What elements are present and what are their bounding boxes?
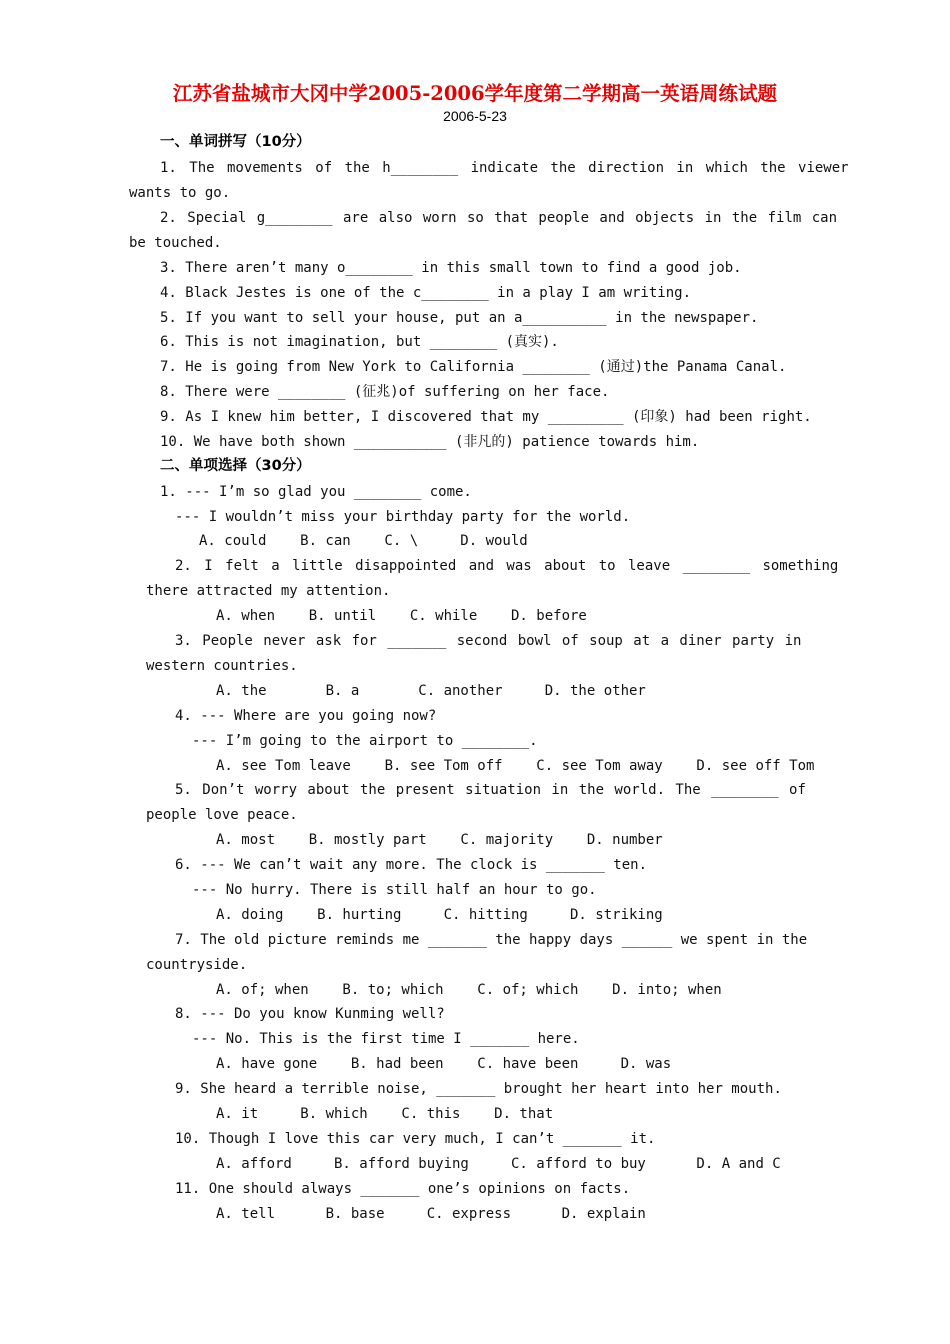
question-line: 4. Black Jestes is one of the c________ in a play I am writing. [160,285,692,301]
section-heading-choice: 二、单项选择（30分） [160,458,311,474]
options-line: A. tell B. base C. express D. explain [216,1206,646,1222]
section-heading-spelling: 一、单词拼写（10分） [160,134,311,150]
page-title: 江苏省盐城市大冈中学2005-2006学年度第二学期高一英语周练试题 [172,82,778,105]
options-line: A. the B. a C. another D. the other [216,683,646,699]
options-line: A. most B. mostly part C. majority D. number [216,832,663,848]
question-line: 6. --- We can’t wait any more. The clock is _______ ten. [175,857,648,873]
options-line: A. of; when B. to; which C. of; which D. into; when [216,982,722,998]
question-line: wants to go. [129,185,231,201]
question-line: 1. The movements of the h________ indicate the direction in which the viewer [160,160,849,176]
question-line: 2. I felt a little disappointed and was about to leave ________ something [175,558,839,574]
question-line: 5. Don’t worry about the present situation in the world. The ________ of [175,782,806,798]
question-line: western countries. [146,658,298,674]
question-line: 3. People never ask for _______ second bowl of soup at a diner party in [175,633,802,649]
options-line: A. afford B. afford buying C. afford to buy D. A and C [216,1156,781,1172]
question-line: be touched. [129,235,222,251]
page-date: 2006-5-23 [443,108,507,124]
question-line: 7. The old picture reminds me _______ the happy days ______ we spent in the [175,932,808,948]
question-line: 7. He is going from New York to California ________ (通过)the Panama Canal. [160,359,787,375]
options-line: A. doing B. hurting C. hitting D. striking [216,907,663,923]
options-line: A. could B. can C. \ D. would [199,533,528,549]
question-line: --- I’m going to the airport to ________. [192,733,538,749]
options-line: A. see Tom leave B. see Tom off C. see Tom away D. see off Tom [216,758,815,774]
question-line: 8. There were ________ (征兆)of suffering on her face. [160,384,610,400]
question-line: --- I wouldn’t miss your birthday party for the world. [175,509,631,525]
question-line: people love peace. [146,807,298,823]
options-line: A. when B. until C. while D. before [216,608,587,624]
question-line: there attracted my attention. [146,583,391,599]
question-line: 11. One should always _______ one’s opinions on facts. [175,1181,631,1197]
question-line: 3. There aren’t many o________ in this small town to find a good job. [160,260,742,276]
question-line: --- No hurry. There is still half an hour to go. [192,882,597,898]
question-line: 10. We have both shown ___________ (非凡的) patience towards him. [160,434,700,450]
question-line: 2. Special g________ are also worn so that people and objects in the film can [160,210,838,226]
question-line: 9. As I knew him better, I discovered that my _________ (印象) had been right. [160,409,812,425]
options-line: A. have gone B. had been C. have been D. was [216,1056,672,1072]
question-line: 10. Though I love this car very much, I can’t _______ it. [175,1131,656,1147]
question-line: 9. She heard a terrible noise, _______ brought her heart into her mouth. [175,1081,782,1097]
question-line: 6. This is not imagination, but ________ (真实). [160,334,559,350]
question-line: 4. --- Where are you going now? [175,708,437,724]
question-line: --- No. This is the first time I _______ here. [192,1031,580,1047]
question-line: 8. --- Do you know Kunming well? [175,1006,445,1022]
question-line: countryside. [146,957,248,973]
question-line: 5. If you want to sell your house, put an a__________ in the newspaper. [160,310,759,326]
question-line: 1. --- I’m so glad you ________ come. [160,484,472,500]
options-line: A. it B. which C. this D. that [216,1106,554,1122]
